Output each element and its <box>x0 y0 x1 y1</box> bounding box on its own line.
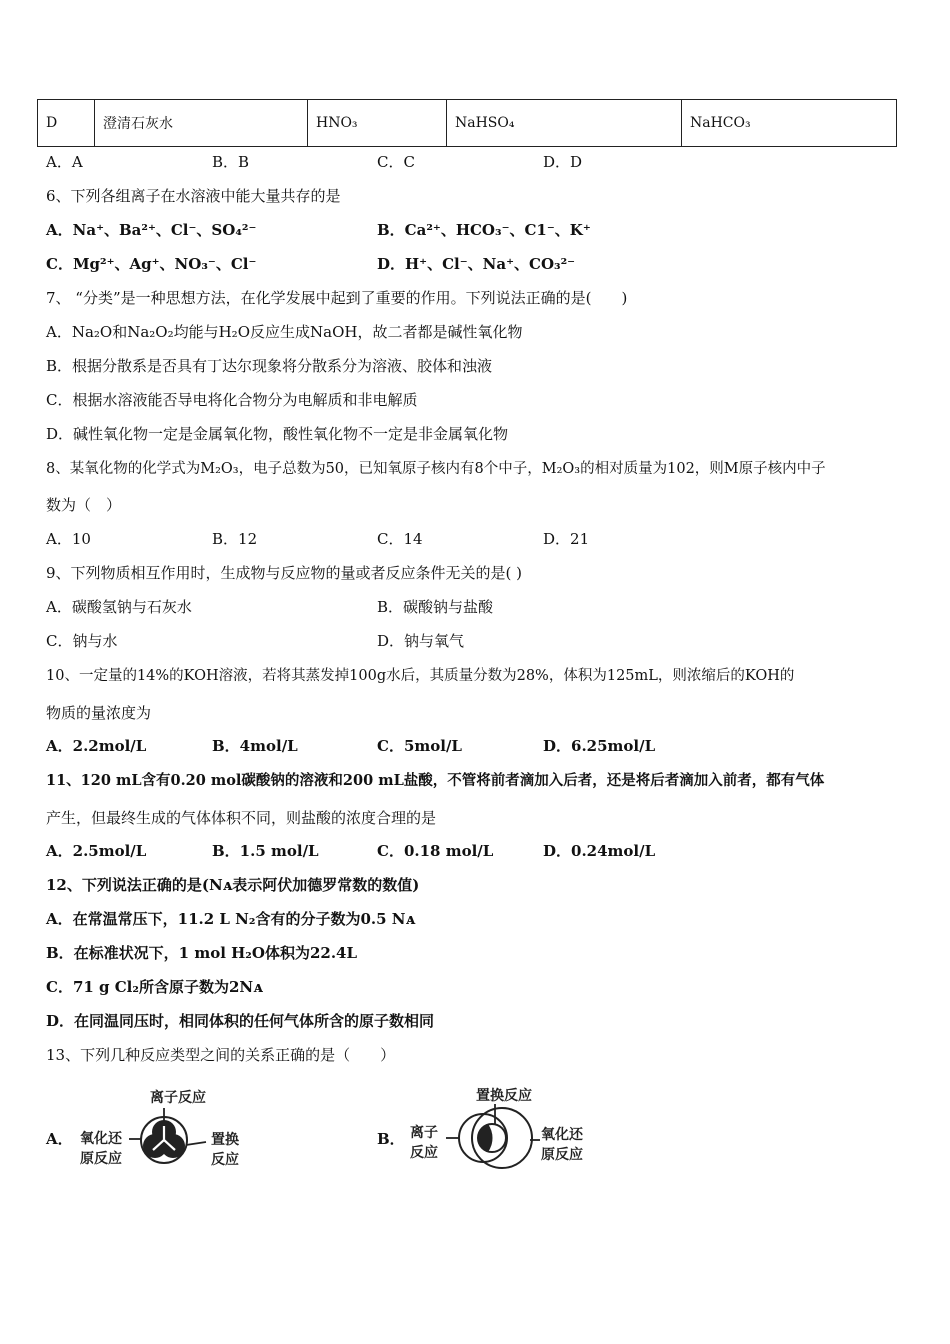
diagram-a-top-label: 离子反应 <box>150 1090 206 1106</box>
diagram-b-top-label: 置换反应 <box>476 1088 532 1104</box>
q12-option-b: B．在标准状况下，1 mol H₂O体积为22.4L <box>46 944 358 962</box>
q10-option-b: B．4mol/L <box>212 737 298 755</box>
q6-option-a: A．Na⁺、Ba²⁺、Cl⁻、SO₄²⁻ <box>46 221 257 239</box>
table-cell: NaHSO₄ <box>447 100 682 147</box>
q10-option-a: A．2.2mol/L <box>46 737 147 755</box>
q11-stem-line2: 产生，但最终生成的气体体积不同，则盐酸的浓度合理的是 <box>46 809 437 827</box>
q7-option-a: A．Na₂O和Na₂O₂均能与H₂O反应生成NaOH，故二者都是碱性氧化物 <box>46 323 523 341</box>
table-cell: NaHCO₃ <box>682 100 897 147</box>
diagram-a-right-label-1: 置换 <box>211 1132 239 1148</box>
q8-option-c: C．14 <box>377 530 423 548</box>
q8-option-a: A．10 <box>46 530 91 548</box>
q6-option-c: C．Mg²⁺、Ag⁺、NO₃⁻、Cl⁻ <box>46 255 257 273</box>
q11-option-d: D．0.24mol/L <box>543 842 656 860</box>
q8-option-d: D．21 <box>543 530 590 548</box>
q11-option-b: B．1.5 mol/L <box>212 842 319 860</box>
q7-option-d: D．碱性氧化物一定是金属氧化物，酸性氧化物不一定是非金属氧化物 <box>46 425 509 443</box>
q8-option-b: B．12 <box>212 530 258 548</box>
q9-option-a: A．碳酸氢钠与石灰水 <box>46 598 192 616</box>
q7-option-c: C．根据水溶液能否导电将化合物分为电解质和非电解质 <box>46 391 418 409</box>
q12-option-c: C．71 g Cl₂所含原子数为2Nᴀ <box>46 978 263 996</box>
q10-option-c: C．5mol/L <box>377 737 462 755</box>
q12-stem: 12、下列说法正确的是(Nᴀ表示阿伏加德罗常数的数值) <box>46 876 420 894</box>
q8-stem-line1: 8、某氧化物的化学式为M₂O₃，电子总数为50，已知氧原子核内有8个中子，M₂O₃的相对质量为102，则M原子核内中子 <box>46 461 826 477</box>
q6-option-d: D．H⁺、Cl⁻、Na⁺、CO₃²⁻ <box>377 255 576 273</box>
q13-option-b: B． <box>377 1130 405 1148</box>
diagram-b-left-label-2: 反应 <box>410 1145 438 1161</box>
q9-option-b: B．碳酸钠与盐酸 <box>377 598 494 616</box>
q9-option-c: C．钠与水 <box>46 632 118 650</box>
table-cell: D <box>38 100 95 147</box>
diagram-a-left-label-1: 氧化还 <box>80 1131 122 1147</box>
diagram-a-left-label-2: 原反应 <box>80 1151 122 1167</box>
q10-stem-line1: 10、一定量的14%的KOH溶液，若将其蒸发掉100g水后，其质量分数为28%，体积为125mL，则浓缩后的KOH的 <box>46 668 795 684</box>
q6-option-b: B．Ca²⁺、HCO₃⁻、C1⁻、K⁺ <box>377 221 591 239</box>
q5-option-a: A．A <box>46 153 83 171</box>
diagram-b-left-label-1: 离子 <box>410 1125 438 1141</box>
q10-option-d: D．6.25mol/L <box>543 737 656 755</box>
q9-stem: 9、下列物质相互作用时，生成物与反应物的量或者反应条件无关的是( ) <box>46 564 523 582</box>
diagram-b-right-label-1: 氧化还 <box>541 1127 583 1143</box>
q9-option-d: D．钠与氧气 <box>377 632 465 650</box>
table-cell: 澄清石灰水 <box>95 100 308 147</box>
q11-option-a: A．2.5mol/L <box>46 842 147 860</box>
q5-option-c: C．C <box>377 153 415 171</box>
q12-option-a: A．在常温常压下，11.2 L N₂含有的分子数为0.5 Nᴀ <box>46 910 416 928</box>
q6-stem: 6、下列各组离子在水溶液中能大量共存的是 <box>46 187 341 205</box>
q13-stem: 13、下列几种反应类型之间的关系正确的是（ ） <box>46 1046 396 1064</box>
q5-option-b: B．B <box>212 153 250 171</box>
diagram-b-substitution-region <box>478 1124 492 1152</box>
table-cell: HNO₃ <box>308 100 447 147</box>
q10-stem-line2: 物质的量浓度为 <box>46 704 152 722</box>
diagram-b-right-label-2: 原反应 <box>541 1147 583 1163</box>
q11-option-c: C．0.18 mol/L <box>377 842 494 860</box>
q7-stem: 7、 “分类”是一种思想方法，在化学发展中起到了重要的作用。下列说法正确的是( ) <box>46 289 628 307</box>
q5-option-d: D．D <box>543 153 583 171</box>
q8-stem-line2: 数为（ ） <box>46 496 122 514</box>
q11-stem-line1: 11、120 mL含有0.20 mol碳酸钠的溶液和200 mL盐酸，不管将前者滴加入后者，还是将后者滴加入前者，都有气体 <box>46 772 825 789</box>
q7-option-b: B．根据分散系是否具有丁达尔现象将分散系分为溶液、胶体和浊液 <box>46 357 493 375</box>
q12-option-d: D．在同温同压时，相同体积的任何气体所含的原子数相同 <box>46 1012 435 1030</box>
q13-option-a: A． <box>46 1130 73 1148</box>
diagram-a-right-label-2: 反应 <box>211 1152 239 1168</box>
